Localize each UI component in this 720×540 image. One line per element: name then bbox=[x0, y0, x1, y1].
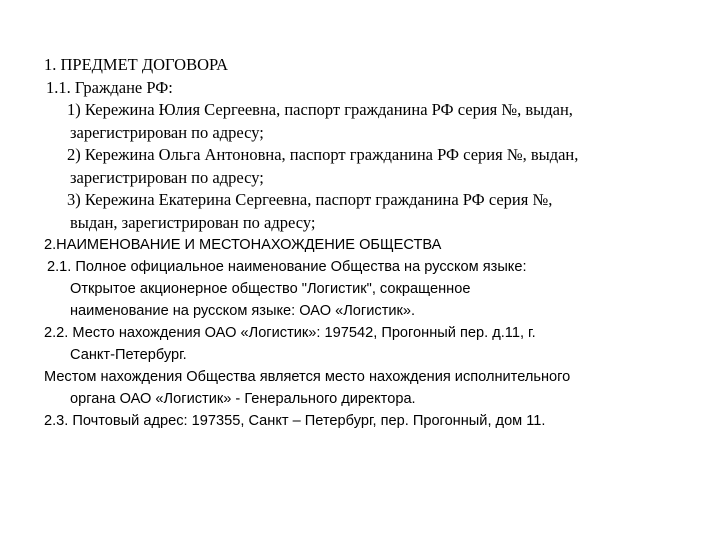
person-2-line-1: 2) Кережина Ольга Антоновна, паспорт гражданина РФ серия №, выдан, bbox=[67, 145, 579, 164]
location-note-line-1: Местом нахождения Общества является место нахождения исполнительного bbox=[44, 369, 571, 385]
section-2-1-line-1: 2.1. Полное официальное наименование Общества на русском языке: bbox=[47, 259, 527, 275]
location-note-line-2: органа ОАО «Логистик» - Генерального директора. bbox=[70, 391, 416, 407]
section-2-1-line-2: Открытое акционерное общество "Логистик", сокращенное bbox=[70, 281, 471, 297]
document-body bbox=[44, 54, 684, 432]
section-2-1-line-3: наименование на русском языке: ОАО «Логистик». bbox=[70, 303, 416, 319]
section-2-heading: 2.НАИМЕНОВАНИЕ И МЕСТОНАХОЖДЕНИЕ ОБЩЕСТВА bbox=[44, 237, 442, 253]
person-2-line-2: зарегистрирован по адресу; bbox=[70, 167, 264, 187]
section-2-2-line-1: 2.2. Место нахождения ОАО «Логистик»: 197542, Прогонный пер. д.11, г. bbox=[44, 325, 536, 341]
person-1-line-1: 1) Кережина Юлия Сергеевна, паспорт гражданина РФ серия №, выдан, bbox=[67, 100, 573, 119]
person-1-line-2: зарегистрирован по адресу; bbox=[70, 122, 264, 142]
person-3-line-2: выдан, зарегистрирован по адресу; bbox=[70, 212, 316, 232]
person-3-line-1: 3) Кережина Екатерина Сергеевна, паспорт гражданина РФ серия №, bbox=[67, 190, 553, 209]
section-2-2-line-2: Санкт-Петербург. bbox=[70, 347, 187, 363]
section-2-3-line: 2.3. Почтовый адрес: 197355, Санкт – Петербург, пер. Прогонный, дом 11. bbox=[44, 413, 546, 429]
section-1-1-heading: 1.1. Граждане РФ: bbox=[46, 77, 173, 97]
section-1-heading: 1. ПРЕДМЕТ ДОГОВОРА bbox=[44, 55, 228, 74]
